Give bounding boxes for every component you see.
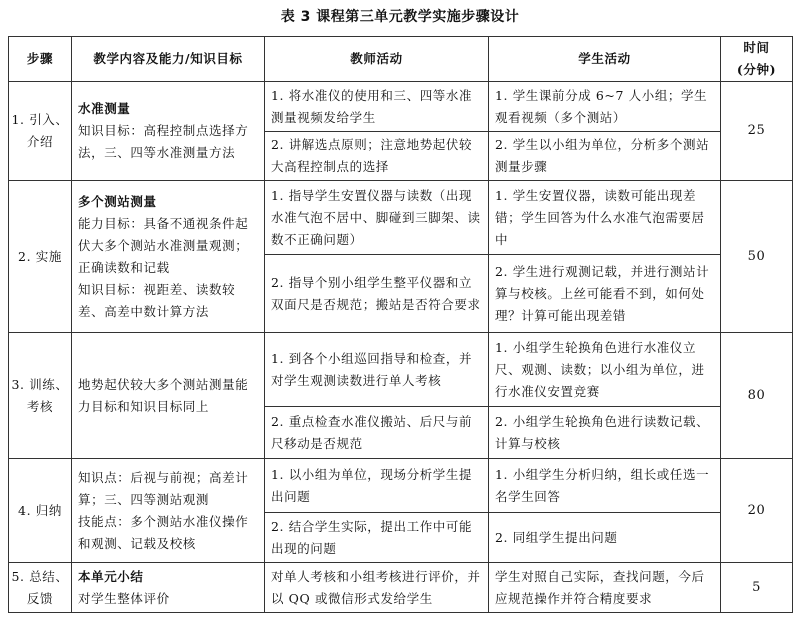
header-time-line2: (分钟) bbox=[736, 62, 777, 77]
content-line: 知识目标：视距差、读数较差、高差中数计算方法 bbox=[78, 281, 236, 319]
header-time-line1: 时间 bbox=[743, 40, 770, 55]
table-row bbox=[9, 333, 793, 407]
table-title: 表 3 课程第三单元教学实施步骤设计 bbox=[280, 9, 520, 25]
teacher-activity: 对单人考核和小组考核进行评价，并以 QQ 或微信形式发给学生 bbox=[265, 563, 489, 613]
step-cell bbox=[9, 333, 72, 459]
header-step: 步骤 bbox=[9, 37, 72, 82]
teacher-activity: 1. 将水准仪的使用和三、四等水准测量视频发给学生 bbox=[265, 82, 489, 132]
student-activity: 1. 学生课前分成 6~7 人小组；学生观看视频（多个测站） bbox=[489, 82, 721, 132]
time-cell: 5 bbox=[721, 563, 793, 613]
student-activity: 2. 学生进行观测记载，并进行测站计算与校核。上丝可能看不到，如何处理？计算可能出现差错 bbox=[489, 255, 721, 333]
step-cell: 4. 归纳 bbox=[9, 459, 72, 563]
header-content: 教学内容及能力/知识目标 bbox=[72, 37, 265, 82]
student-activity: 1. 小组学生分析归纳，组长或任选一名学生回答 bbox=[489, 459, 721, 513]
content-line: 对学生整体评价 bbox=[78, 590, 170, 606]
time-cell: 80 bbox=[721, 333, 793, 459]
content-cell bbox=[72, 181, 265, 333]
content-line: 能力目标：具备不通视条件起伏大多个测站水准测量观测；正确读数和记载 bbox=[78, 215, 249, 275]
header-teacher: 教师活动 bbox=[265, 37, 489, 82]
teacher-activity: 2. 结合学生实际，提出工作中可能出现的问题 bbox=[265, 513, 489, 563]
header-row bbox=[9, 37, 793, 82]
header-student: 学生活动 bbox=[489, 37, 721, 82]
step-label-line: 介绍 bbox=[26, 134, 54, 149]
content-title: 多个测站测量 bbox=[78, 193, 157, 209]
student-activity: 1. 学生安置仪器，读数可能出现差错；学生回答为什么水准气泡需要居中 bbox=[489, 181, 721, 255]
teaching-steps-table bbox=[8, 36, 793, 613]
teacher-activity: 2. 重点检查水准仪搬站、后尺与前尺移动是否规范 bbox=[265, 407, 489, 459]
content-title: 水准测量 bbox=[78, 101, 131, 116]
content-cell bbox=[72, 333, 265, 459]
table-row bbox=[9, 82, 793, 132]
teacher-activity: 1. 以小组为单位，现场分析学生提出问题 bbox=[265, 459, 489, 513]
content-line: 地势起伏较大多个测站测量能力目标和知识目标同上 bbox=[78, 376, 249, 414]
content-cell bbox=[72, 563, 265, 613]
step-label-line: 反馈 bbox=[26, 590, 54, 606]
step-label-line: 考核 bbox=[26, 398, 54, 414]
step-cell: 2. 实施 bbox=[9, 181, 72, 333]
teacher-activity: 2. 指导个别小组学生整平仪器和立双面尺是否规范；搬站是否符合要求 bbox=[265, 255, 489, 333]
table-row bbox=[9, 459, 793, 513]
time-cell: 50 bbox=[721, 181, 793, 333]
content-line: 技能点：多个测站水准仪操作和观测、记载及校核 bbox=[78, 513, 249, 551]
time-cell: 25 bbox=[721, 82, 793, 181]
content-cell bbox=[72, 82, 265, 181]
time-cell: 20 bbox=[721, 459, 793, 563]
content-cell bbox=[72, 459, 265, 563]
step-label-line: 5. 总结、 bbox=[11, 568, 69, 584]
table-row bbox=[9, 181, 793, 255]
table-row bbox=[9, 563, 793, 613]
student-activity: 2. 小组学生轮换角色进行读数记载、计算与校核 bbox=[489, 407, 721, 459]
teacher-activity: 1. 指导学生安置仪器与读数（出现水准气泡不居中、脚碰到三脚架、读数不正确问题） bbox=[265, 181, 489, 255]
student-activity: 2. 同组学生提出问题 bbox=[489, 513, 721, 563]
teacher-activity: 1. 到各个小组巡回指导和检查，并对学生观测读数进行单人考核 bbox=[265, 333, 489, 407]
step-cell bbox=[9, 563, 72, 613]
content-title: 本单元小结 bbox=[78, 568, 144, 584]
content-line: 知识目标：高程控制点选择方法，三、四等水准测量方法 bbox=[78, 123, 249, 160]
content-line: 知识点：后视与前视；高差计算；三、四等测站观测 bbox=[78, 469, 249, 507]
teacher-activity: 2. 讲解选点原则；注意地势起伏较大高程控制点的选择 bbox=[265, 132, 489, 181]
step-label-line: 1. 引入、 bbox=[11, 112, 69, 127]
student-activity: 2. 学生以小组为单位，分析多个测站测量步骤 bbox=[489, 132, 721, 181]
header-time bbox=[721, 37, 793, 82]
student-activity: 学生对照自己实际，查找问题，今后应规范操作并符合精度要求 bbox=[489, 563, 721, 613]
student-activity: 1. 小组学生轮换角色进行水准仪立尺、观测、读数；以小组为单位，进行水准仪安置竞赛 bbox=[489, 333, 721, 407]
step-cell bbox=[9, 82, 72, 181]
step-label-line: 3. 训练、 bbox=[11, 376, 69, 392]
